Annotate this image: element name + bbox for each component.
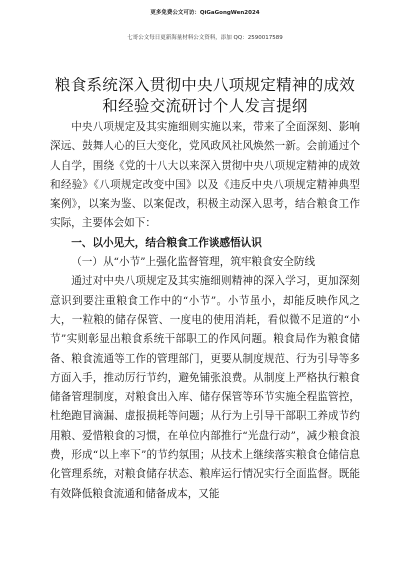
subsection-heading: （一）从“小节”上强化监督管理，筑牢粮食安全防线 bbox=[71, 256, 316, 269]
header-promo-note: 更多免费公文可访：QiGaGongWen2024 bbox=[150, 10, 260, 16]
document-title: 粮食系统深入贯彻中央八项规定精神的成效和经验交流研讨个人发言提纲 bbox=[54, 76, 356, 115]
section-heading: 一、以小见大，结合粮食工作谈感悟认识 bbox=[71, 236, 262, 249]
header-contact-note: 七哥公文每日更新海量材料公文资料，添加 QQ：2590017589 bbox=[127, 35, 283, 41]
body-paragraph: 通过对中央八项规定及其实施细则精神的深入学习，更加深刻意识到要注重粮食工作中的“小节”。小节虽小，却能反映作风之大，一粒粮的储存保管、一度电的使用消耗，看似微不足道的“小节”实则彰显出粮食系统干部职工的作风问题。粮食局作为粮食储备、粮食流通等工作的管理部门，更要从制度规范、行为引导等多方面入手，推动厉行节约，避免铺张浪费。从制度上严格执行粮食储备管理制度，对粮食出入库、储存保管等环节实施全程监管控，杜绝跑冒滴漏、虚报损耗等问题；从行为上引导干部职工养成节约用粮、爱惜粮食的习惯，在单位内部推行“光盘行动”，减少粮食浪费，形成“以上率下”的节约氛围；从技术上继续落实粮食仓储信息化管理系统，对粮食储存状态、粮库运行情况实行全面监督。既能有效降低粮食流通和储备成本，又能 bbox=[50, 275, 360, 500]
document-body bbox=[50, 118, 360, 504]
intro-paragraph: 中央八项规定及其实施细则实施以来，带来了全面深刻、影响深远、鼓舞人心的巨大变化，党风政风社风焕然一新。会前通过个人自学，围绕《党的十八大以来深入贯彻中央八项规定精神的成效和经验》《八项规定改变中国》以及《违反中央八项规定精神典型案例》，以案为鉴、以案促改，积极主动深入思考，结合粮食工作实际，主要体会如下： bbox=[50, 121, 360, 230]
